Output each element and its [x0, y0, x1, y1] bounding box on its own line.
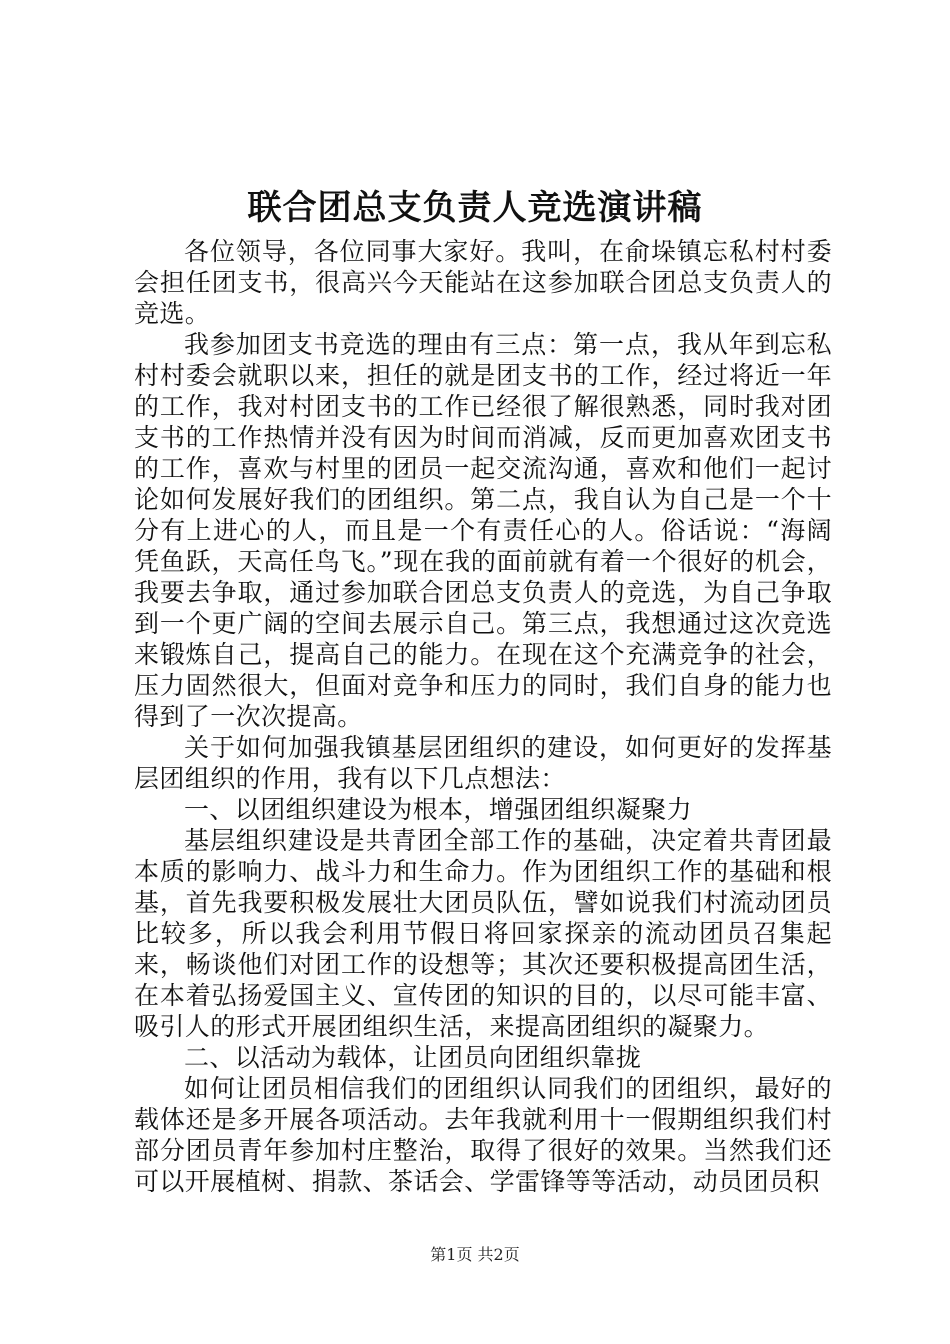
document-body: [134, 236, 832, 1197]
page-footer: 第1页 共2页: [430, 1245, 520, 1264]
section-heading-1: 一、以团组织建设为根本，增强团组织凝聚力: [184, 795, 693, 824]
document-title: 联合团总支负责人竞选演讲稿: [247, 188, 703, 228]
paragraph-greeting: 各位领导，各位同事大家好。我叫，在俞垛镇忘私村村委会担任团支书，很高兴今天能站在这参加联合团总支负责人的竞选。: [134, 237, 832, 328]
paragraph-reasons: 我参加团支书竞选的理由有三点：第一点，我从年到忘私村村委会就职以来，担任的就是团支书的工作，经过将近一年的工作，我对村团支书的工作已经很了解很熟悉，同时我对团支书的工作热情并没有因为时间而消减，反而更加喜欢团支书的工作，喜欢与村里的团员一起交流沟通，喜欢和他们一起讨论如何发展好我们的团组织。第二点，我自认为自己是一个十分有上进心的人，而且是一个有责任心的人。俗话说：“海阔凭鱼跃，天高任鸟飞。”现在我的面前就有着一个很好的机会，我要去争取，通过参加联合团总支负责人的竞选，为自己争取到一个更广阔的空间去展示自己。第三点，我想通过这次竞选来锻炼自己，提高自己的能力。在现在这个充满竞争的社会，压力固然很大，但面对竞争和压力的同时，我们自身的能力也得到了一次次提高。: [134, 330, 832, 731]
paragraph-section-2: 如何让团员相信我们的团组织认同我们的团组织，最好的载体还是多开展各项活动。去年我就利用十一假期组织我们村部分团员青年参加村庄整治，取得了很好的效果。当然我们还可以开展植树、捐款、茶话会、学雷锋等等活动，动员团员积: [134, 1074, 832, 1196]
paragraph-ideas-intro: 关于如何加强我镇基层团组织的建设，如何更好的发挥基层团组织的作用，我有以下几点想法：: [134, 733, 832, 793]
paragraph-section-1: 基层组织建设是共青团全部工作的基础，决定着共青团最本质的影响力、战斗力和生命力。作为团组织工作的基础和根基，首先我要积极发展壮大团员队伍，譬如说我们村流动团员比较多，所以我会利用节假日将回家探亲的流动团员召集起来，畅谈他们对团工作的设想等；其次还要积极提高团生活，在本着弘扬爱国主义、宣传团的知识的目的，以尽可能丰富、吸引人的形式开展团组织生活，来提高团组织的凝聚力。: [134, 826, 832, 1041]
section-heading-2: 二、以活动为载体，让团员向团组织靠拢: [184, 1043, 642, 1072]
